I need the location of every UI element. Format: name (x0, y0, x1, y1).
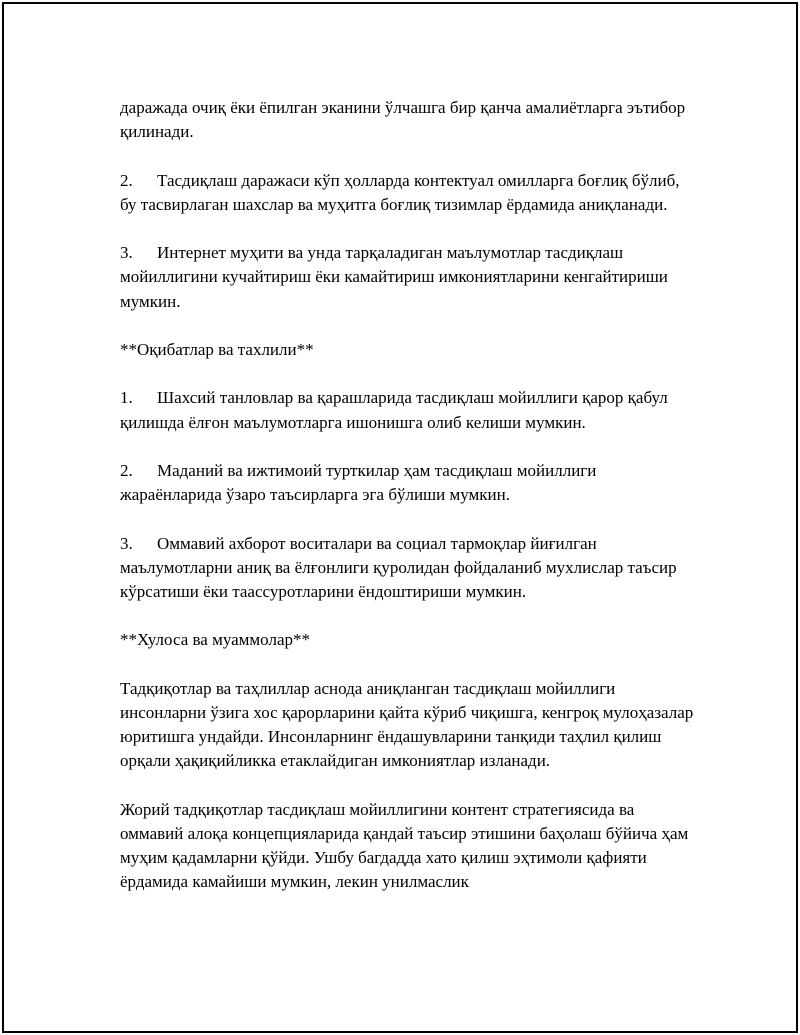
list-number: 3. (120, 243, 133, 263)
list-number: 1. (120, 388, 133, 408)
heading-text: **Хулоса ва муаммолар** (120, 630, 310, 650)
document-body (120, 96, 700, 919)
paragraph-text: Тасдиқлаш даражаси кўп ҳолларда контектуал омилларга боғлиқ бўлиб, бу тасвирлаган шахслар ва муҳитга боғлиқ тизимлар ёрдамида аниқланади. (120, 170, 680, 214)
numbered-paragraph (120, 459, 700, 507)
paragraph-text: Тадқиқотлар ва таҳлиллар аснода аниқланган тасдиқлаш мойиллиги инсонларни ўзига хос қарорларини қайта кўриб чиқишга, кенгроқ мулоҳазалар юритишга ундайди. Инсонларнинг ёндашувларини танқиди таҳлил қилиш орқали ҳақиқийликка етаклайдиган имкониятлар изланади. (120, 678, 694, 771)
section-heading (120, 338, 700, 362)
paragraph (120, 677, 700, 774)
paragraph-text: Оммавий ахборот воситалари ва социал тармоқлар йиғилган маълумотларни аниқ ва ёлғонлиги қуролидан фойдаланиб мухлислар таъсир кўрсатиши ёки таассуротларини ёндоштириши мумкин. (120, 533, 677, 601)
paragraph-text: Шахсий танловлар ва қарашларида тасдиқлаш мойиллиги қарор қабул қилишда ёлғон маълумотларга ишонишга олиб келиши мумкин. (120, 388, 668, 432)
paragraph-text: Жорий тадқиқотлар тасдиқлаш мойиллигини контент стратегиясида ва оммавий алоқа концепцияларида қандай таъсир этишини баҳолаш бўйича ҳам муҳим қадамларни қўйди. Ушбу багдадда хато қилиш эҳтимоли қафияти ёрдамида камайиши мумкин, лекин унилмаслик (120, 799, 689, 892)
paragraph-text: Маданий ва ижтимоий турткилар ҳам тасдиқлаш мойиллиги жараёнларида ўзаро таъсирларга эга бўлиши мумкин. (120, 460, 597, 505)
heading-text: **Оқибатлар ва тахлили** (120, 339, 314, 359)
numbered-paragraph (120, 532, 700, 605)
list-number: 2. (120, 460, 133, 480)
document-page (2, 2, 798, 1033)
section-heading (120, 628, 700, 652)
list-number: 2. (120, 170, 133, 190)
paragraph-text: Интернет муҳити ва унда тарқаладиган маълумотлар тасдиқлаш мойиллигини кучайтириш ёки камайтириш имкониятларини кенгайтириши мумкин. (120, 243, 668, 311)
numbered-paragraph (120, 169, 700, 217)
paragraph-text: даражада очиқ ёки ёпилган эканини ўлчашга бир қанча амалиётларга эътибор қилинади. (120, 98, 686, 142)
paragraph (120, 96, 700, 144)
list-number: 3. (120, 533, 133, 553)
paragraph (120, 798, 700, 895)
numbered-paragraph (120, 386, 700, 434)
numbered-paragraph (120, 241, 700, 314)
